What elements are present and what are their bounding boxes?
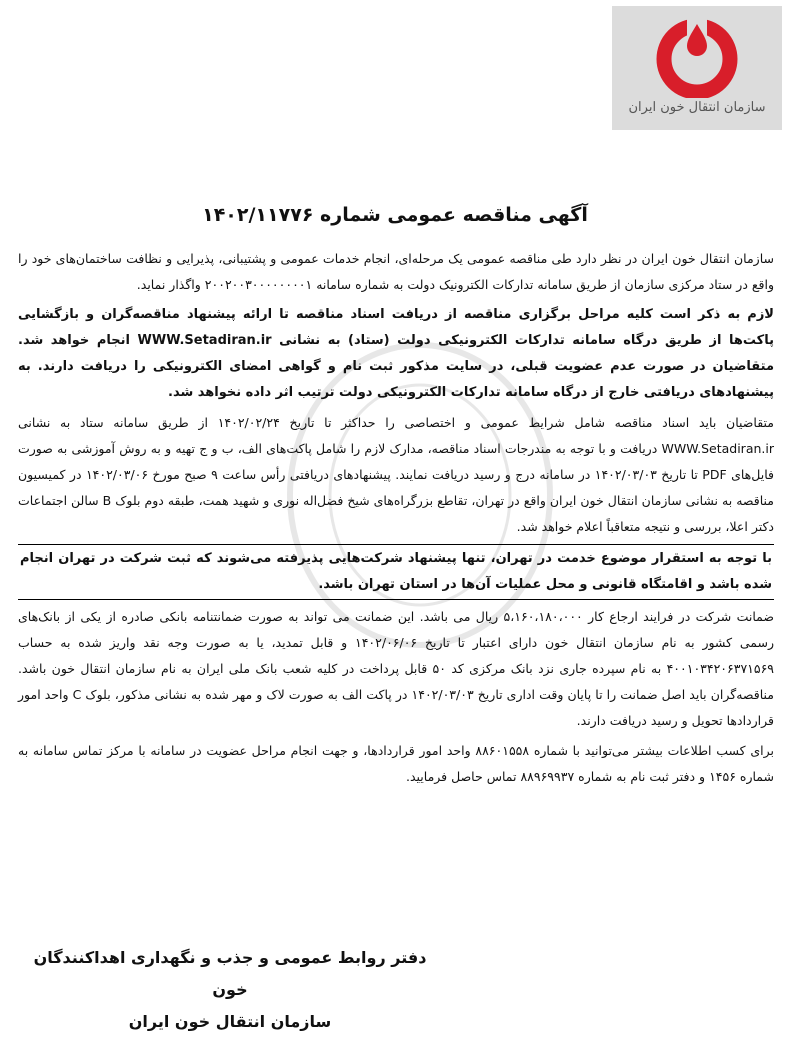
notice-title: آگهی مناقصه عمومی شماره ۱۴۰۲/۱۱۷۷۶ <box>202 204 588 226</box>
paragraph-contact: برای کسب اطلاعات بیشتر می‌توانید با شماره ۸۸۶۰۱۵۵۸ واحد امور قراردادها، و جهت انجام مراحل عضویت در سامانه با مرکز تماس سامانه به شماره ۱۴۵۶ و دفتر ثبت نام به شماره ۸۸۹۶۹۹۳۷ تماس حاصل فرمایید. <box>18 743 774 784</box>
paragraph-process: لازم به ذکر است کلیه مراحل برگزاری مناقصه از دریافت اسناد مناقصه تا ارائه پیشنهاد مناقصه‌گران و بازگشایی پاکت‌ها از طریق درگاه سامانه تدارکات الکترونیکی دولت (ستاد) به نشانی WWW.Setadiran.ir انجام خواهد شد. متقاضیان در صورت عدم عضویت قبلی، در سایت مذکور ثبت نام و گواهی امضای الکترونیکی را دریافت دارند. به پیشنهادهای دریافتی خارج از درگاه سامانه تدارکات الکترونیکی دولت ترتیب اثر داده نخواهد شد. <box>18 307 774 400</box>
logo-caption: سازمان انتقال خون ایران <box>628 100 766 115</box>
blood-drop-logo-icon <box>641 16 753 98</box>
paragraph-tehran-condition: با توجه به استقرار موضوع خدمت در تهران، تنها پیشنهاد شرکت‌هایی پذیرفته می‌شوند که ثبت شرکت در تهران انجام شده باشد و اقامتگاه قانونی و محل عملیات آن‌ها در استان تهران باشد. <box>18 544 774 600</box>
signature-line-organization: سازمان انتقال خون ایران <box>128 1012 332 1031</box>
signature-block <box>20 942 440 1038</box>
paragraph-documents: متقاضیان باید اسناد مناقصه شامل شرایط عمومی و اختصاصی را حداکثر تا تاریخ ۱۴۰۲/۰۲/۲۴ از طریق سامانه ستاد به نشانی WWW.Setadiran.ir دریافت و با توجه به مندرجات اسناد مناقصه، مدارک لازم را شامل پاکت‌های الف، ب و ج تهیه و به روش آموزشی به صورت فایل‌های PDF تا تاریخ ۱۴۰۲/۰۳/۰۳ در سامانه درج و رسید دریافت نمایند. پیشنهادهای دریافتی رأس ساعت ۹ صبح مورخ ۱۴۰۲/۰۳/۰۶ در کمیسیون مناقصه به نشانی سازمان انتقال خون ایران واقع در تهران، تقاطع بزرگراه‌های شیخ فضل‌اله نوری و شهید همت، طبقه دوم بلوک B سالن اجتماعات دکتر اعلا، بررسی و نتیجه متعاقباً اعلام خواهد شد. <box>18 415 774 534</box>
logo <box>612 6 782 130</box>
paragraph-intro: سازمان انتقال خون ایران در نظر دارد طی مناقصه عمومی یک مرحله‌ای، انجام خدمات عمومی و پشتیبانی، پذیرایی و نظافت ساختمان‌های خود را واقع در ستاد مرکزی سازمان از طریق سامانه تدارکات الکترونیک دولت به شماره سامانه ۲۰۰۲۰۰۳۰۰۰۰۰۰۰۰۱ واگذار نماید. <box>18 251 774 292</box>
signature-line-office: دفتر روابط عمومی و جذب و نگهداری اهداکنندگان خون <box>33 948 427 999</box>
paragraph-guarantee: ضمانت شرکت در فرایند ارجاع کار ۵،۱۶۰،۱۸۰،۰۰۰ ریال می باشد. این ضمانت می تواند به صورت ضمانتنامه بانکی صادره از یکی از بانک‌های رسمی کشور به نام سازمان انتقال خون دارای اعتبار تا تاریخ ۱۴۰۲/۰۶/۰۶ و قابل تمدید، یا به صورت وجه نقد واریز شده به حساب ۴۰۰۱۰۳۴۲۰۶۳۷۱۵۶۹ به نام سپرده جاری نزد بانک مرکزی کد ۵۰ قابل پرداخت در کلیه شعب بانک ملی ایران به نام سازمان انتقال خون باشد. مناقصه‌گران باید اصل ضمانت را تا پایان وقت اداری تاریخ ۱۴۰۲/۰۳/۰۳ در پاکت الف به صورت لاک و مهر شده به نشانی مذکور، بلوک C واحد امور قراردادها تحویل و رسید دریافت دارند. <box>18 609 775 728</box>
notice-body <box>18 246 774 794</box>
